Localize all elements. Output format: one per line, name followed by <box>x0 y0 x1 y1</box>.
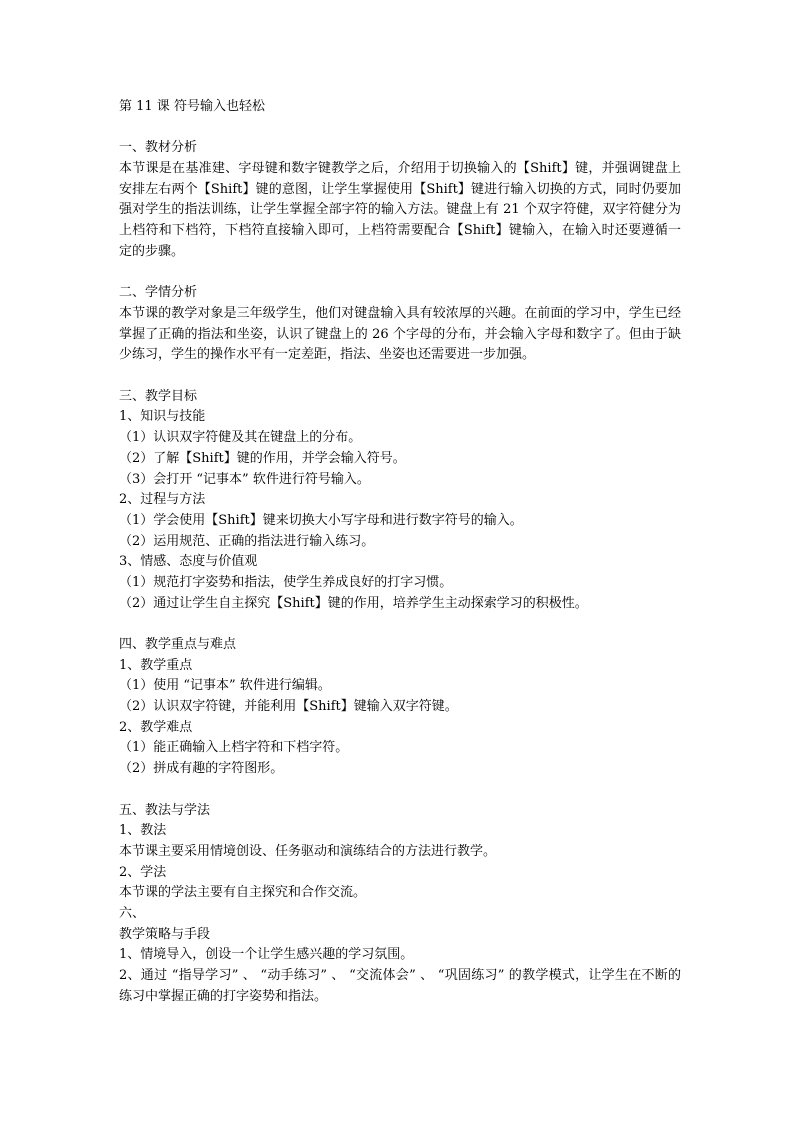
list-item: （2）通过让学生自主探究【Shift】键的作用，培养学生主动探索学习的积极性。 <box>119 595 588 611</box>
section-heading-strategy: 教学策略与手段 <box>119 926 211 942</box>
spacer <box>119 366 681 387</box>
list-item: （1）规范打字姿势和指法，使学生养成良好的打字习惯。 <box>119 574 453 590</box>
list-item: 2、通过 “指导学习” 、 “动手练习” 、 “交流体会” 、 “巩固练习” 的教学模式，让学生在不断的练习中掌握正确的打字姿势和指法。 <box>119 968 681 1004</box>
list-item: （1）能正确输入上档字符和下档字符。 <box>119 740 349 756</box>
learning-method-text: 本节课的学法主要有自主探究和合作交流。 <box>119 885 367 901</box>
list-item: 1、情境导入，创设一个让学生感兴趣的学习氛围。 <box>119 947 414 963</box>
subheading-teaching-method: 1、教法 <box>119 823 167 839</box>
section-text-students: 本节课的教学对象是三年级学生，他们对键盘输入具有较浓厚的兴趣。在前面的学习中，学生已经掌握了正确的指法和坐姿，认识了键盘上的 26 个字母的分布，并会输入字母和数字了。但由于缺少练习，学生的操作水平有一定差距，指法、坐姿也还需要进一步加强。 <box>119 305 681 363</box>
section-heading-strategy-number: 六、 <box>119 905 146 921</box>
list-item: （3）会打开 “记事本” 软件进行符号输入。 <box>119 471 370 487</box>
spacer <box>119 614 681 635</box>
document-page <box>119 97 681 1007</box>
subheading-learning-method: 2、学法 <box>119 864 167 880</box>
spacer <box>119 263 681 284</box>
subheading-process-method: 2、过程与方法 <box>119 492 206 508</box>
spacer <box>119 118 681 139</box>
subheading-difficulties: 2、教学难点 <box>119 719 193 735</box>
list-item: （2）运用规范、正确的指法进行输入练习。 <box>119 533 375 549</box>
list-item: （2）拼成有趣的字符图形。 <box>119 761 284 777</box>
section-heading-materials: 一、教材分析 <box>119 140 198 156</box>
list-item: （1）认识双字符健及其在键盘上的分布。 <box>119 430 362 446</box>
subheading-knowledge-skills: 1、知识与技能 <box>119 409 206 425</box>
list-item: （2）认识双字符键，并能利用【Shift】键输入双字符键。 <box>119 699 458 715</box>
section-heading-methods: 五、教法与学法 <box>119 802 211 818</box>
section-heading-students: 二、学情分析 <box>119 285 198 301</box>
section-heading-objectives: 三、教学目标 <box>119 388 198 404</box>
section-text-materials: 本节课是在基准建、字母键和数字键教学之后，介绍用于切换输入的【Shift】键，并强调键盘上安排左右两个【Shift】键的意图，让学生掌握使用【Shift】键进行输入切换的方式，同时仍要加强对学生的指法训练，让学生掌握全部字符的输入方法。键盘上有 21 个双字符健，双字符健分为上档符和下档符，下档符直接输入即可，上档符需要配合【Shift】键输入，在输入时还要遵循一定的步骤。 <box>119 161 681 259</box>
list-item: （2）了解【Shift】键的作用，并学会输入符号。 <box>119 450 406 466</box>
list-item: （1）使用 “记事本” 软件进行编辑。 <box>119 678 331 694</box>
lesson-title: 第 11 课 符号输入也轻松 <box>119 99 265 114</box>
subheading-key-points: 1、教学重点 <box>119 657 193 673</box>
list-item: （1）学会使用【Shift】键来切换大小写字母和进行数字符号的输入。 <box>119 512 523 528</box>
subheading-attitude-values: 3、情感、态度与价值观 <box>119 554 258 570</box>
spacer <box>119 780 681 801</box>
section-heading-key-points: 四、教学重点与难点 <box>119 637 237 652</box>
teaching-method-text: 本节课主要采用情境创设、任务驱动和演练结合的方法进行教学。 <box>119 843 497 859</box>
